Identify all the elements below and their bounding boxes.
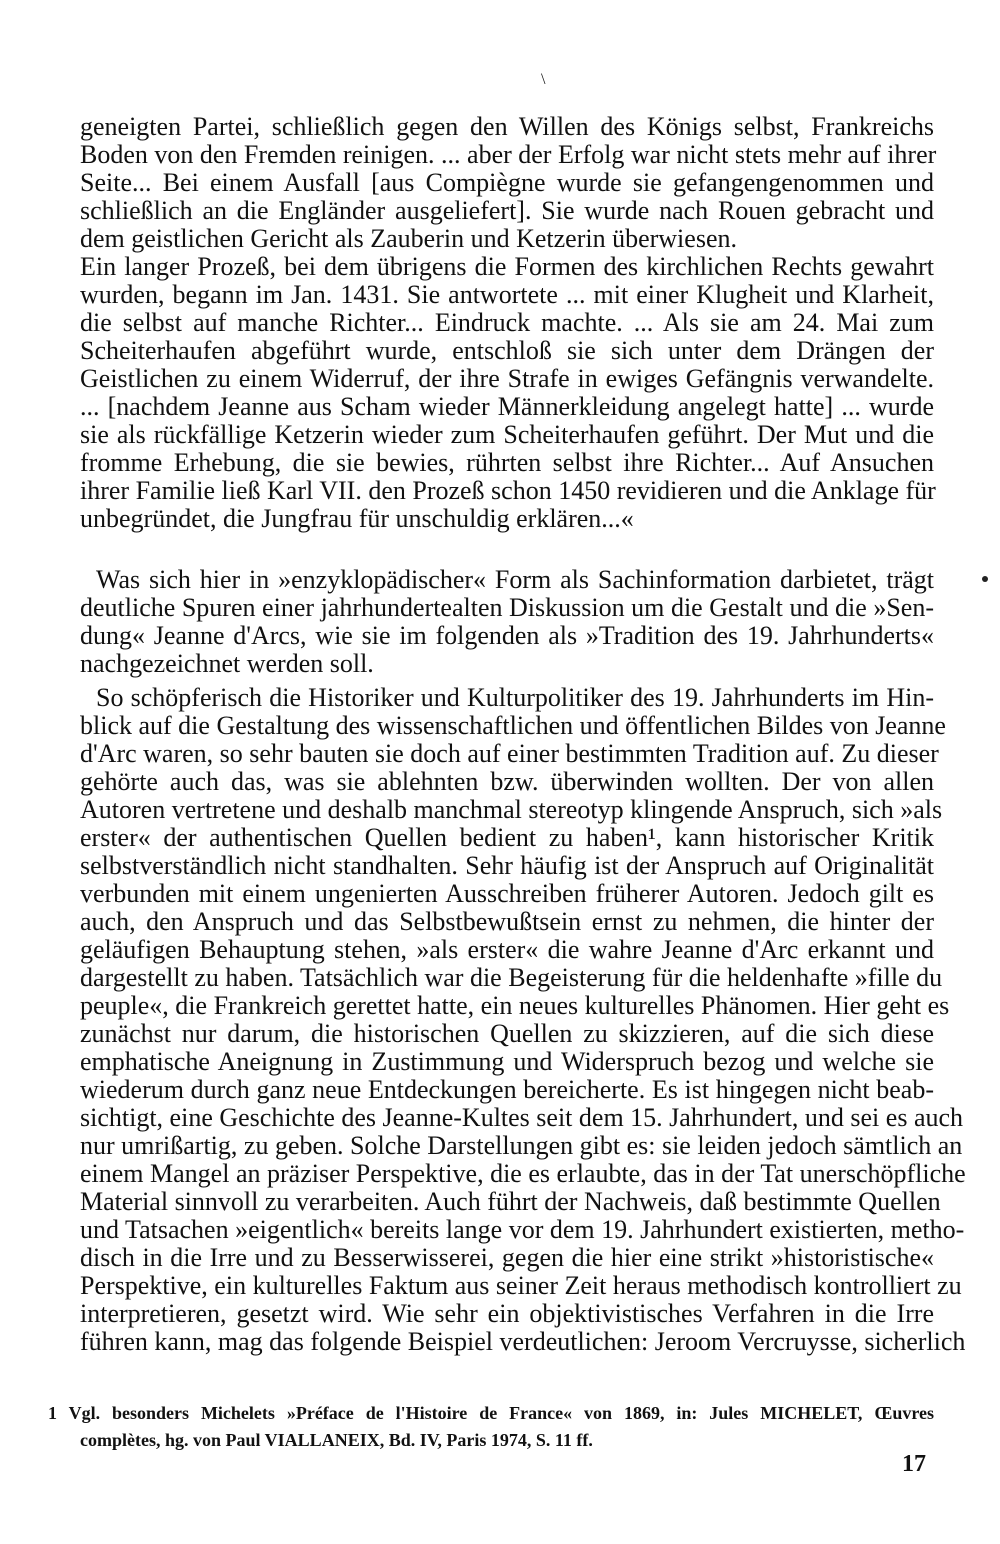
text-line: ... [nachdem Jeanne aus Scham wieder Männerkleidung angelegt hatte] ... wurde (80, 392, 934, 421)
text-line: wiederum durch ganz neue Entdeckungen bereicherte. Es ist hingegen nicht beab- (80, 1075, 934, 1104)
text-line: blick auf die Gestaltung des wissenschaftlichen und öffentlichen Bildes von Jeanne (80, 711, 946, 740)
text-line: So schöpferisch die Historiker und Kulturpolitiker des 19. Jahrhunderts im Hin- (96, 683, 934, 712)
text-line: deutliche Spuren einer jahrhundertealten Diskussion um die Gestalt und die »Sen- (80, 593, 934, 622)
text-line: Autoren vertretene und deshalb manchmal stereotyp klingende Anspruch, sich »als (80, 795, 943, 824)
text-line: d'Arc waren, so sehr bauten sie doch auf einer bestimmten Tradition auf. Zu dieser (80, 739, 939, 768)
text-line: Seite... Bei einem Ausfall [aus Compiègne wurde sie gefangengenommen und (80, 168, 934, 197)
text-line: dem geistlichen Gericht als Zauberin und Ketzerin überwiesen. (80, 224, 737, 253)
text-line: zunächst nur darum, die historischen Quellen zu skizzieren, auf die sich diese (80, 1019, 934, 1048)
text-line: verbunden mit einem ungenierten Ausschreiben früherer Autoren. Jedoch gilt es (80, 879, 934, 908)
text-line: wurden, begann im Jan. 1431. Sie antwortete ... mit einer Klugheit und Klarheit, (80, 280, 934, 309)
text-line: Geistlichen zu einem Widerruf, der ihre Strafe in ewiges Gefängnis verwandelte. (80, 364, 934, 393)
paragraph-2 (80, 683, 966, 1356)
text-line: selbstverständlich nicht standhalten. Sehr häufig ist der Anspruch auf Originalität (80, 851, 934, 880)
text-line: Was sich hier in »enzyklopädischer« Form als Sachinformation darbietet, trägt (96, 565, 934, 594)
text-line: geneigten Partei, schließlich gegen den Willen des Königs selbst, Frankreichs (80, 112, 934, 141)
text-line: ihrer Familie ließ Karl VII. den Prozeß schon 1450 revidieren und die Anklage für (80, 476, 936, 505)
text-line: führen kann, mag das folgende Beispiel verdeutlichen: Jeroom Vercruysse, sicherlich (80, 1327, 966, 1356)
text-line: erster« der authentischen Quellen bedient zu haben¹, kann historischer Kritik (80, 823, 934, 852)
footnote (48, 1400, 934, 1454)
text-line: peuple«, die Frankreich gerettet hatte, ein neues kulturelles Phänomen. Hier geht es (80, 991, 950, 1020)
text-line: nur umrißartig, zu geben. Solche Darstellungen gibt es: sie leiden jedoch sämtlich an (80, 1131, 963, 1160)
text-line: fromme Erhebung, die sie bewies, rührten selbst ihre Richter... Auf Ansuchen (80, 448, 934, 477)
text-line: unbegründet, die Jungfrau für unschuldig erklären...« (80, 504, 634, 533)
text-line: disch in die Irre und zu Besserwisserei, gegen die hier eine strikt »historistische« (80, 1243, 934, 1272)
text-line: dargestellt zu haben. Tatsächlich war die Begeisterung für die heldenhafte »fille du (80, 963, 943, 992)
text-line: interpretieren, gesetzt wird. Wie sehr ein objektivistisches Verfahren in die Irre (80, 1299, 934, 1328)
text-line: nachgezeichnet werden soll. (80, 649, 374, 678)
text-line: sichtigt, eine Geschichte des Jeanne-Kultes seit dem 15. Jahrhundert, und sei es auch (80, 1103, 964, 1132)
page-number: 17 (902, 1451, 926, 1477)
text-line: einem Mangel an präziser Perspektive, die es erlaubte, das in der Tat unerschöpfliche (80, 1159, 966, 1188)
text-line: und Tatsachen »eigentlich« bereits lange vor dem 19. Jahrhundert existierten, metho- (80, 1215, 965, 1244)
scan-mark: \ (541, 71, 546, 88)
text-line: Boden von den Fremden reinigen. ... aber der Erfolg war nicht stets mehr auf ihrer (80, 140, 937, 169)
text-line: schließlich an die Engländer ausgeliefert]. Sie wurde nach Rouen gebracht und (80, 196, 934, 225)
paragraph-1 (80, 566, 934, 678)
text-line: auch, den Anspruch und das Selbstbewußtsein ernst zu nehmen, die hinter der (80, 907, 934, 936)
text-line: Ein langer Prozeß, bei dem übrigens die Formen des kirchlichen Rechts gewahrt (80, 252, 934, 281)
text-line: dung« Jeanne d'Arcs, wie sie im folgenden als »Tradition des 19. Jahrhunderts« (80, 621, 934, 650)
quoted-encyclopedia-passage (80, 112, 937, 533)
text-line: geläufigen Behauptung stehen, »als erster« die wahre Jeanne d'Arc erkannt und (80, 935, 934, 964)
margin-dot (982, 576, 988, 582)
text-line: gehörte auch das, was sie ablehnten bzw. überwinden wollten. Der von allen (80, 767, 934, 796)
text-line: Material sinnvoll zu verarbeiten. Auch führt der Nachweis, daß bestimmte Quellen (80, 1187, 941, 1216)
text-line: Perspektive, ein kulturelles Faktum aus seiner Zeit heraus methodisch kontrolliert zu (80, 1271, 962, 1300)
text-line: Scheiterhaufen abgeführt wurde, entschloß sie sich unter dem Drängen der (80, 336, 934, 365)
text-line: emphatische Aneignung in Zustimmung und Widerspruch bezog und welche sie (80, 1047, 934, 1076)
text-line: sie als rückfällige Ketzerin wieder zum Scheiterhaufen geführt. Der Mut und die (80, 420, 934, 449)
text-line: die selbst auf manche Richter... Eindruck machte. ... Als sie am 24. Mai zum (80, 308, 934, 337)
text-line: 1 Vgl. besonders Michelets »Préface de l'Histoire de France« von 1869, in: Jules MICHELET, Œuvres (48, 1403, 934, 1423)
text-line: complètes, hg. von Paul VIALLANEIX, Bd. IV, Paris 1974, S. 11 ff. (80, 1430, 593, 1450)
